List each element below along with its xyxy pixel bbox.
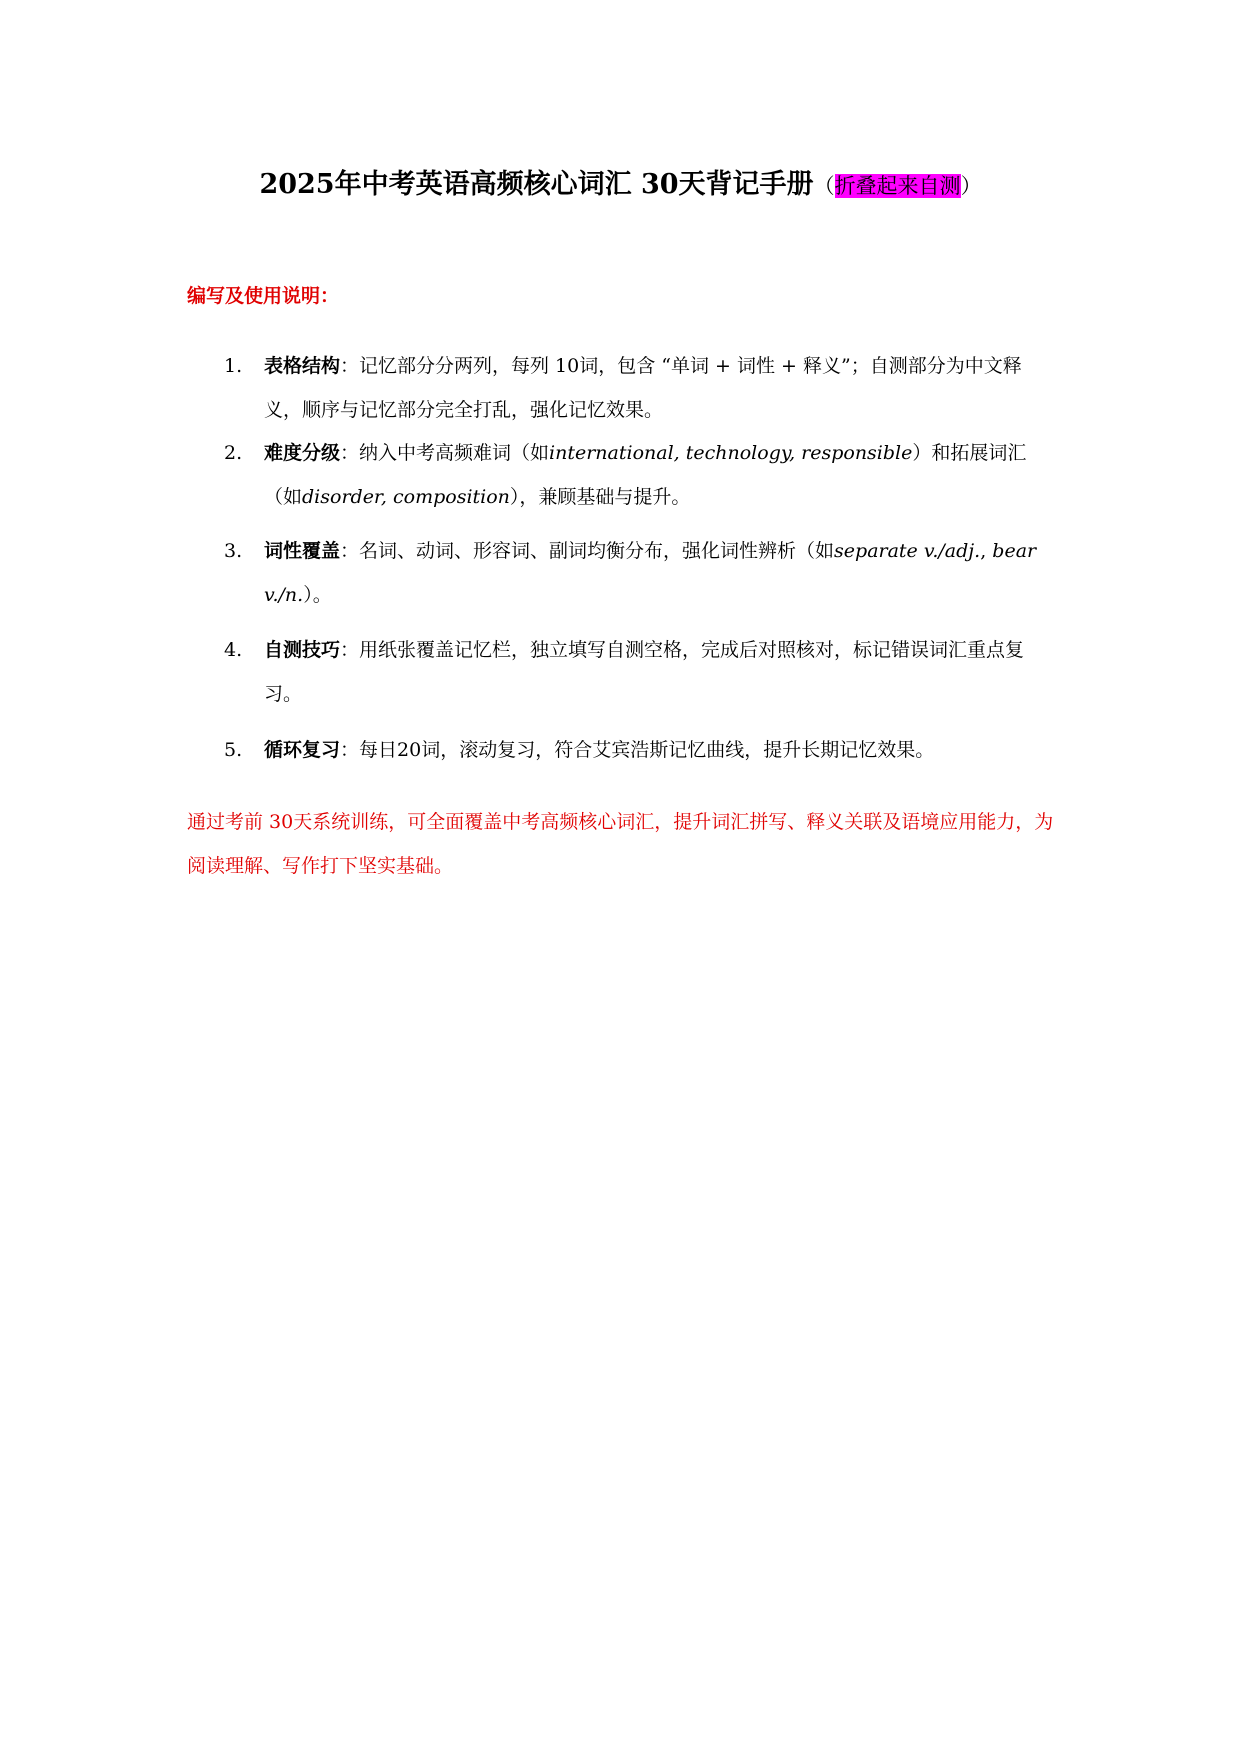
item-number: 2. (224, 442, 243, 464)
title-paren-open: （ (813, 174, 835, 198)
item-number: 1. (224, 355, 243, 377)
instruction-item-4 (224, 628, 1057, 716)
instructions-heading: 编写及使用说明： (187, 285, 340, 307)
instruction-item-3 (224, 529, 1057, 617)
item-label: 自测技巧 (264, 639, 341, 661)
title-paren-close: ） (960, 174, 982, 198)
item-text: ）。 (303, 584, 332, 606)
item-number: 4. (224, 639, 243, 661)
item-label: 表格结构 (264, 355, 341, 377)
instruction-item-1 (224, 344, 1057, 432)
item-text: ：纳入中考高频难词（如 (340, 442, 550, 464)
item-text: ）和拓展词汇（如 (264, 442, 1027, 508)
item-text: ），兼顾基础与提升。 (509, 486, 691, 508)
item-label: 循环复习 (264, 739, 341, 761)
instruction-item-2 (224, 431, 1057, 519)
page-title (0, 165, 1241, 206)
item-example-words: international, technology, responsible (549, 442, 913, 464)
title-main: 2025年中考英语高频核心词汇 30天背记手册 (259, 169, 814, 200)
item-example-words: separate v./adj. (834, 540, 981, 562)
title-highlight: 折叠起来自测 (834, 174, 961, 198)
item-example-words: disorder, composition (302, 486, 510, 508)
item-text: , (980, 540, 993, 562)
item-number: 5. (224, 739, 243, 761)
item-text: ：每日20词，滚动复习，符合艾宾浩斯记忆曲线，提升长期记忆效果。 (340, 739, 935, 761)
item-text: ：记忆部分分两列，每列 10词，包含 “单词 + 词性 + 释义”；自测部分为中文释义，顺序与记忆部分完全打乱，强化记忆效果。 (264, 355, 1022, 421)
item-text: ：用纸张覆盖记忆栏，独立填写自测空格，完成后对照核对，标记错误词汇重点复习。 (264, 639, 1025, 705)
item-label: 难度分级 (264, 442, 341, 464)
instruction-item-5 (224, 728, 1057, 772)
item-example-words: bear v./n. (264, 540, 1037, 606)
item-text: ：名词、动词、形容词、副词均衡分布，强化词性辨析（如 (340, 540, 835, 562)
closing-paragraph: 通过考前 30天系统训练，可全面覆盖中考高频核心词汇，提升词汇拼写、释义关联及语境应用能力，为阅读理解、写作打下坚实基础。 (187, 811, 1054, 877)
item-number: 3. (224, 540, 243, 562)
item-label: 词性覆盖 (264, 540, 341, 562)
